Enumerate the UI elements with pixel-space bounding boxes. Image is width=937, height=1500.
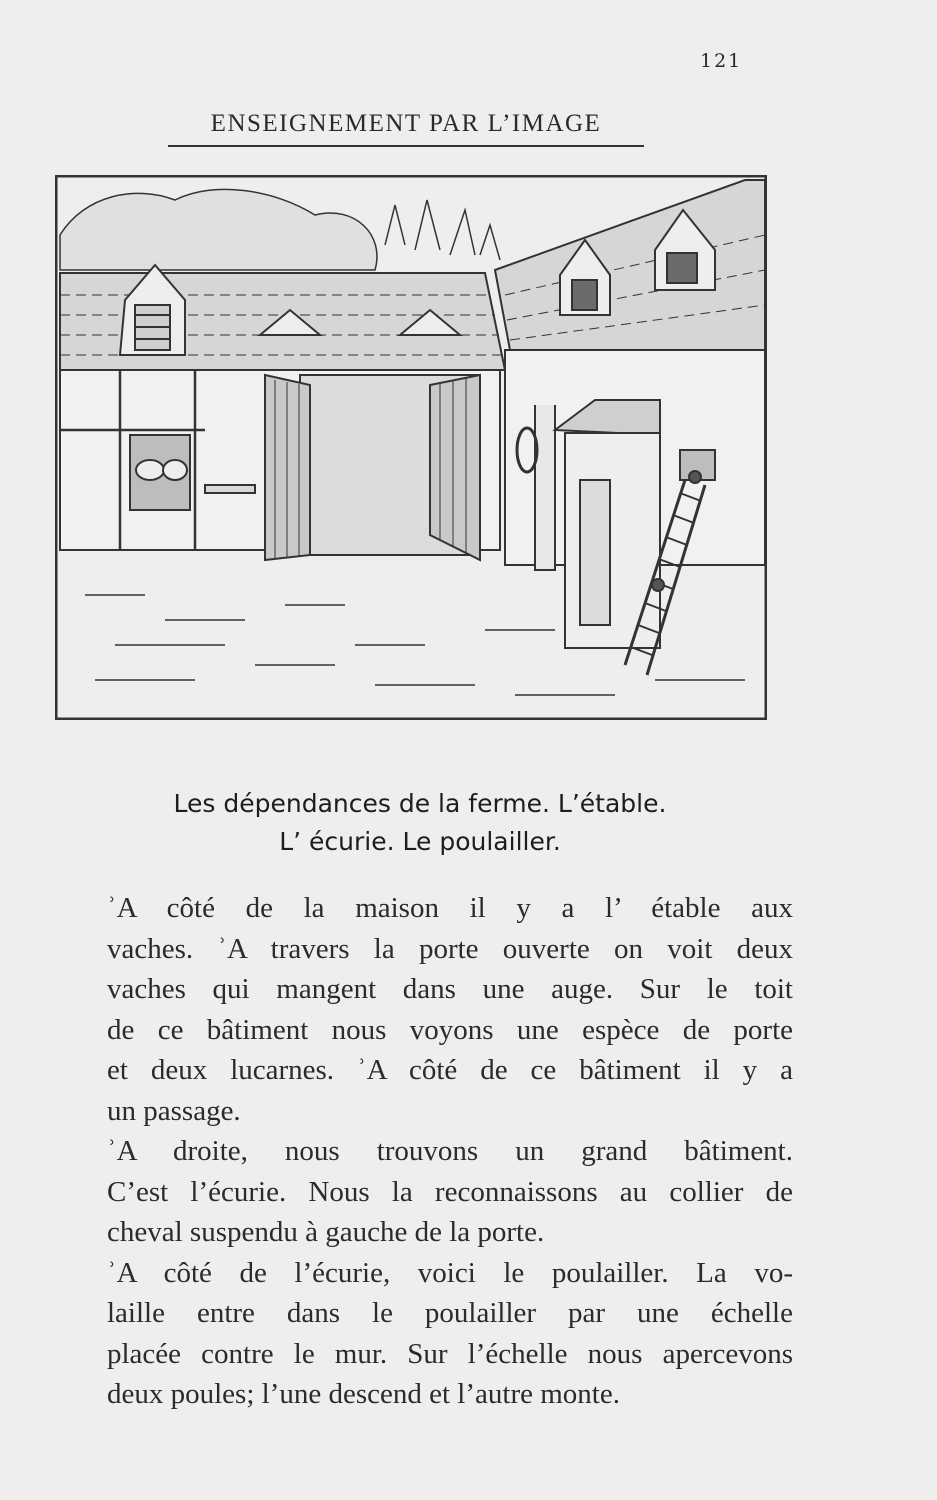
paragraph-3	[45, 1253, 793, 1415]
text-line: et deux lucarnes. ʾA côté de ce bâtiment il y a	[107, 1054, 793, 1086]
stable-roof-right	[495, 180, 765, 350]
cow-head	[136, 460, 164, 480]
figure-caption	[80, 785, 760, 861]
text-line: de ce bâtiment nous voyons une espèce de porte	[107, 1013, 793, 1046]
trees	[60, 189, 377, 270]
cow-head	[163, 460, 187, 480]
text-line: placée contre le mur. Sur l’échelle nous apercevons	[107, 1337, 793, 1370]
page-number: 121	[700, 50, 743, 72]
text-line: ʾA côté de la maison il y a l’ étable aux	[107, 892, 793, 924]
running-head: ENSEIGNEMENT PAR L’IMAGE	[210, 110, 602, 137]
text-line: un passage.	[107, 1094, 241, 1127]
paragraph-2	[45, 1131, 793, 1253]
coop-door	[580, 480, 610, 625]
text-line: ʾA côté de l’écurie, voici le poulailler. La vo-	[107, 1256, 793, 1289]
body-text	[45, 888, 793, 1415]
caption-line-2: L’ écurie. Le poulailler.	[279, 827, 561, 856]
caption-line-1: Les dépendances de la ferme. L’étable.	[173, 789, 667, 818]
text-line: vaches. ʾA travers la porte ouverte on voit deux	[107, 932, 793, 965]
text-line: ʾA droite, nous trouvons un grand bâtiment.	[107, 1135, 793, 1167]
poplar-trees	[385, 200, 500, 260]
text-line: deux poules; l’une descend et l’autre monte.	[107, 1378, 620, 1410]
paragraph-1	[45, 888, 793, 1131]
ecurie-door	[535, 405, 555, 570]
text-line: vaches qui mangent dans une auge. Sur le toit	[107, 973, 793, 1005]
text-line: laille entre dans le poulailler par une échelle	[107, 1297, 793, 1329]
running-head-rule	[168, 145, 644, 147]
text-line: C’est l’écurie. Nous la reconnaissons au collier de	[107, 1175, 793, 1208]
hen-entering	[689, 471, 701, 483]
text-line: cheval suspendu à gauche de la porte.	[107, 1216, 545, 1248]
gate-right	[430, 375, 480, 560]
hen-climbing	[652, 579, 664, 591]
trough	[205, 485, 255, 493]
farmyard-illustration	[55, 175, 767, 720]
